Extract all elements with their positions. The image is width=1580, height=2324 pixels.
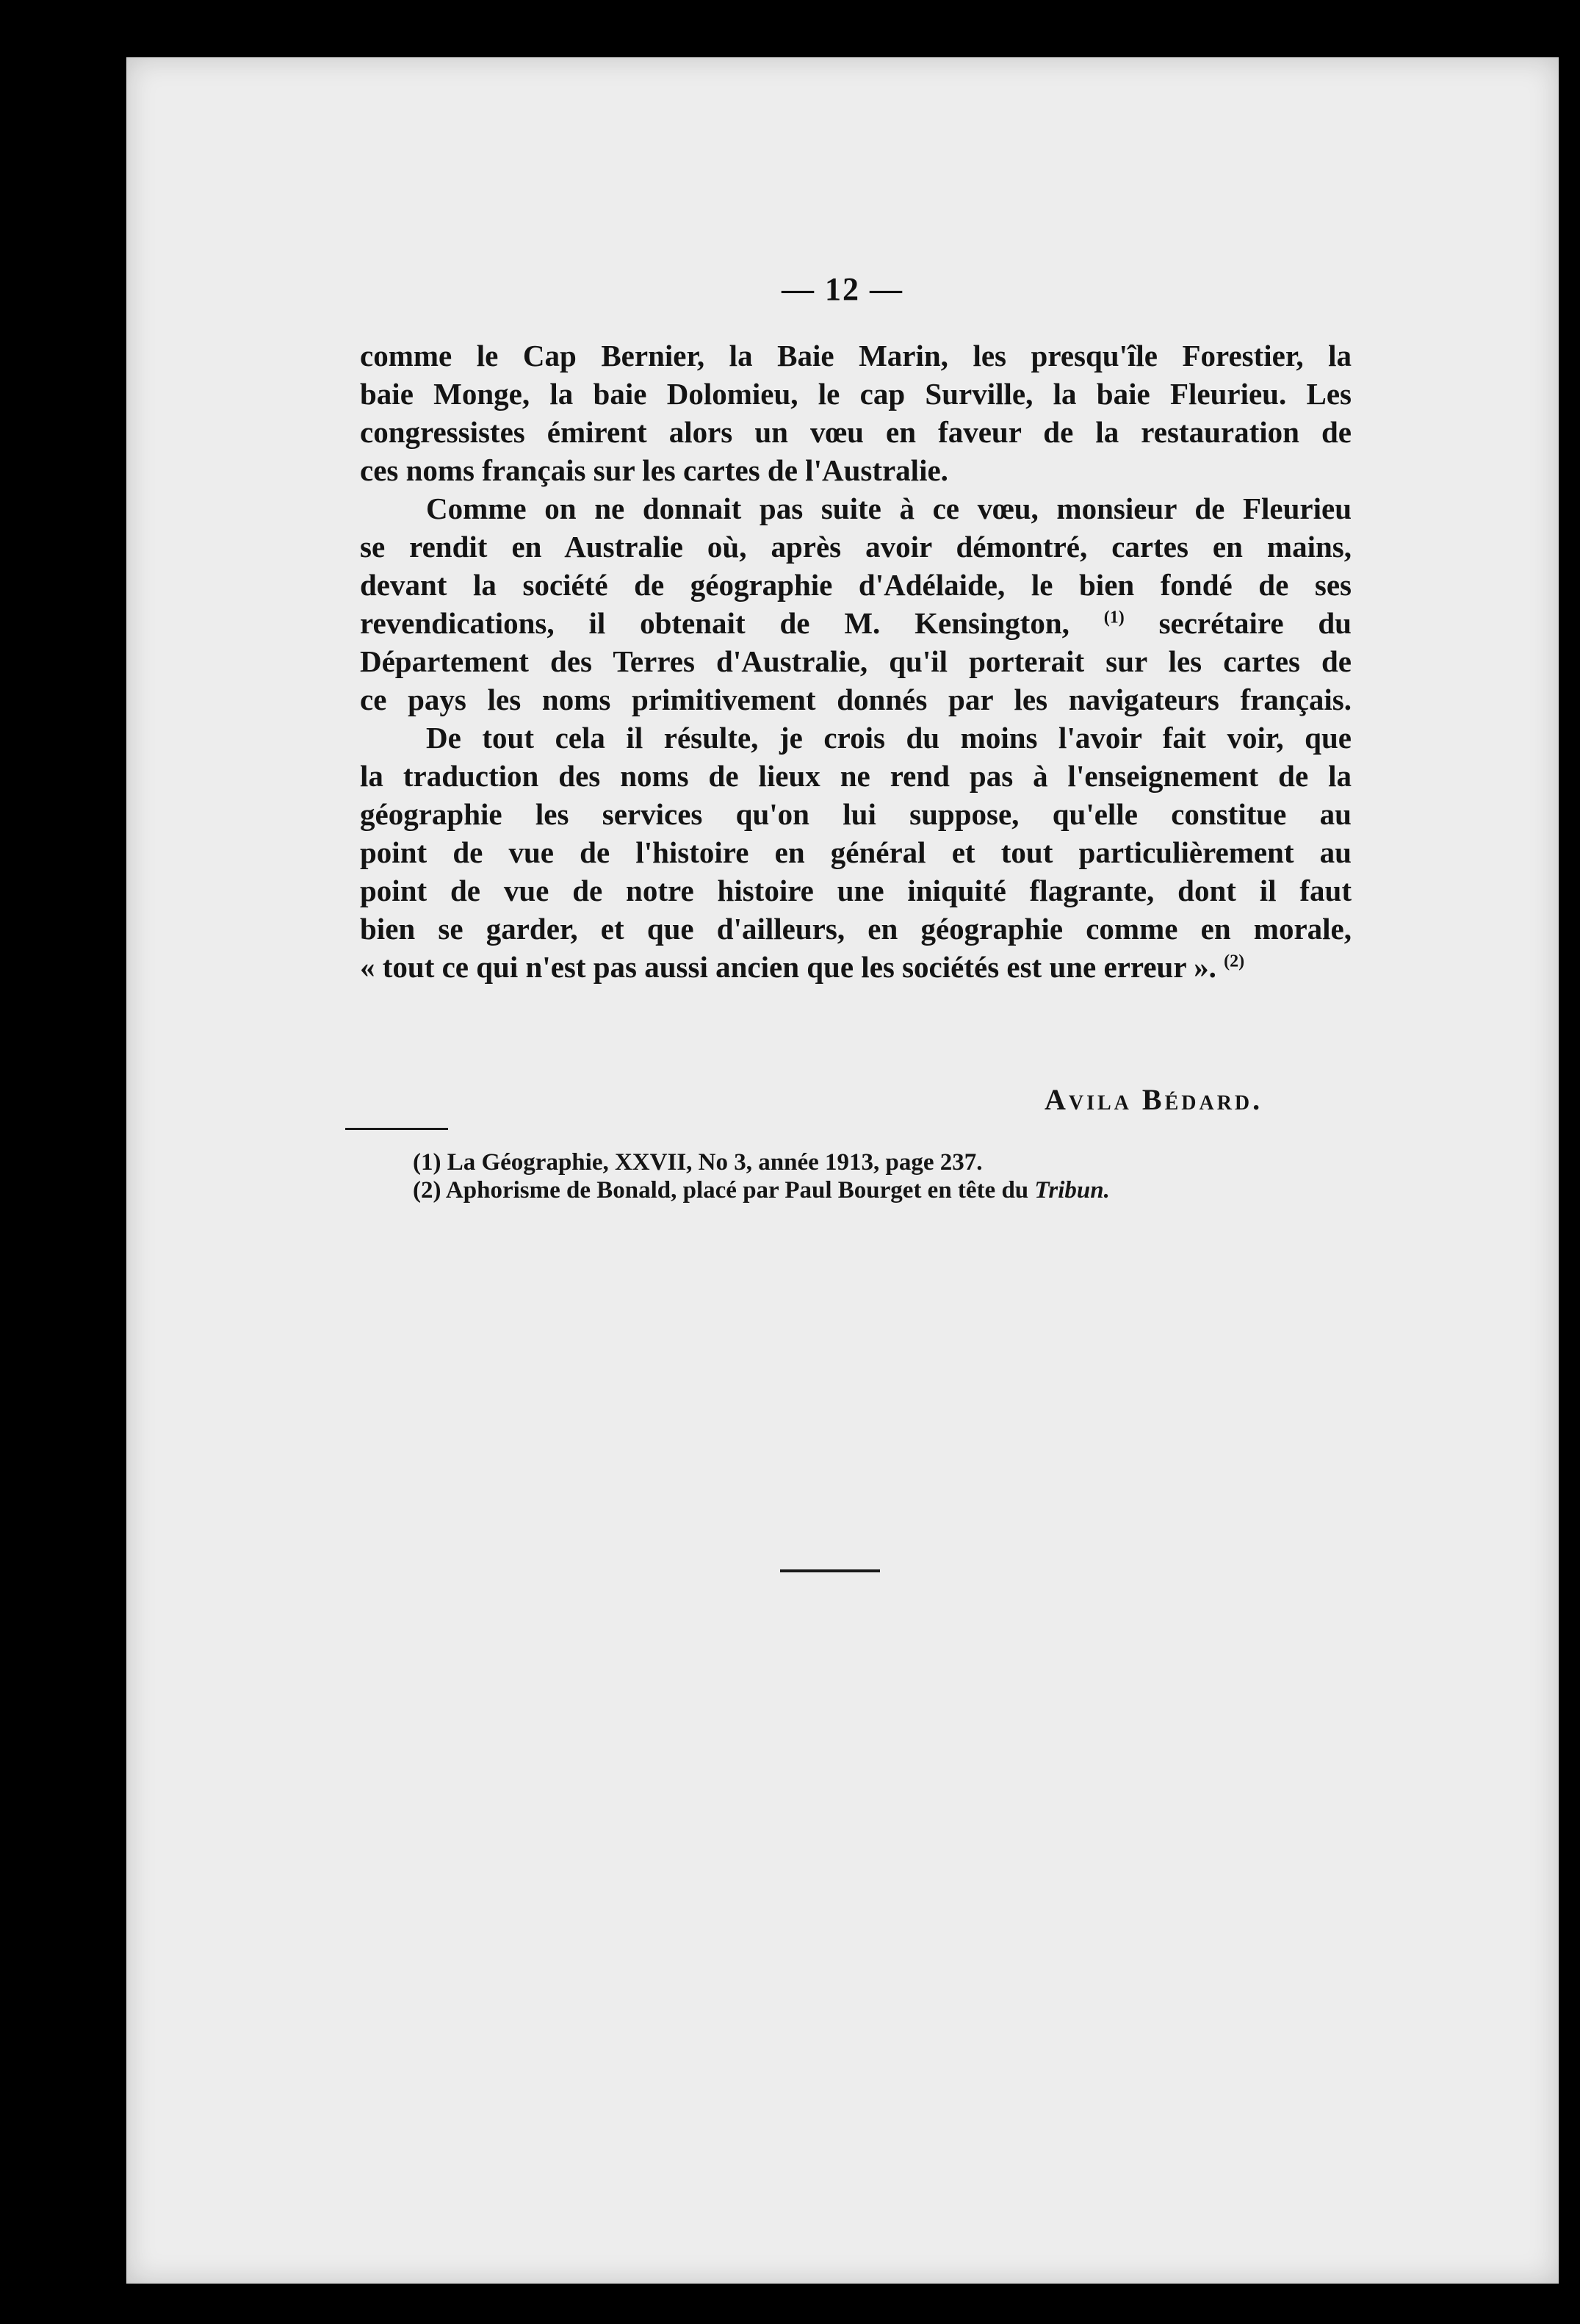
text-line: Comme on ne donnait pas suite à ce vœu, monsieur de Fleurieu xyxy=(426,492,1352,525)
text-line: point de vue de l'histoire en général et tout particulièrement au xyxy=(360,835,1352,869)
footnotes xyxy=(413,1148,1294,1204)
author-signature: Avila Bédard. xyxy=(1045,1083,1263,1116)
text-line-with-footnote xyxy=(360,948,1352,986)
footnote-text: Aphorisme de Bonald, placé par Paul Bourget en tête du xyxy=(445,1177,1029,1204)
text-line: De tout cela il résulte, je crois du moins l'avoir fait voir, que xyxy=(426,721,1352,755)
text-line-start: « tout ce qui n'est pas aussi ancien que les sociétés est une erreur ». xyxy=(360,950,1216,984)
text-line: ce pays les noms primitivement donnés par les navigateurs français. xyxy=(360,683,1352,716)
text-line: la traduction des noms de lieux ne rend pas à l'enseignement de la xyxy=(360,759,1352,793)
text-line: baie Monge, la baie Dolomieu, le cap Surville, la baie Fleurieu. Les xyxy=(360,377,1352,411)
paragraph-1 xyxy=(360,337,1352,489)
body-text xyxy=(360,337,1352,986)
page-number: — 12 — xyxy=(782,271,903,307)
paragraph-3 xyxy=(360,719,1352,986)
text-line: comme le Cap Bernier, la Baie Marin, les presqu'île Forestier, la xyxy=(360,339,1352,373)
footnote-marker: (1) xyxy=(413,1149,441,1176)
footnote-1 xyxy=(413,1148,1294,1176)
text-line: géographie les services qu'on lui suppose, qu'elle constitue au xyxy=(360,797,1352,831)
text-line: se rendit en Australie où, après avoir démontré, cartes en mains, xyxy=(360,530,1352,564)
text-line: point de vue de notre histoire une iniquité flagrante, dont il faut xyxy=(360,874,1352,907)
text-line-with-footnote xyxy=(360,604,1352,642)
footnote-ref-1: (1) xyxy=(1103,608,1125,627)
text-line-end: secrétaire du xyxy=(1158,606,1352,640)
footnote-marker: (2) xyxy=(413,1177,441,1204)
text-line: bien se garder, et que d'ailleurs, en géographie comme en morale, xyxy=(360,912,1352,946)
text-line: congressistes émirent alors un vœu en faveur de la restauration de xyxy=(360,415,1352,449)
footnote-italic-title: Tribun. xyxy=(1034,1177,1110,1204)
text-line: devant la société de géographie d'Adélaide, le bien fondé de ses xyxy=(360,568,1352,602)
end-divider xyxy=(780,1569,880,1572)
document-page xyxy=(126,57,1559,2284)
text-line: ces noms français sur les cartes de l'Australie. xyxy=(360,453,948,487)
footnote-2 xyxy=(413,1176,1294,1204)
footnote-divider xyxy=(345,1128,448,1130)
text-line-start: revendications, il obtenait de M. Kensington, xyxy=(360,606,1069,640)
text-line: Département des Terres d'Australie, qu'il porterait sur les cartes de xyxy=(360,644,1352,678)
footnote-text: La Géographie, XXVII, No 3, année 1913, page 237. xyxy=(447,1149,983,1176)
paragraph-2 xyxy=(360,489,1352,719)
footnote-ref-2: (2) xyxy=(1224,951,1245,971)
